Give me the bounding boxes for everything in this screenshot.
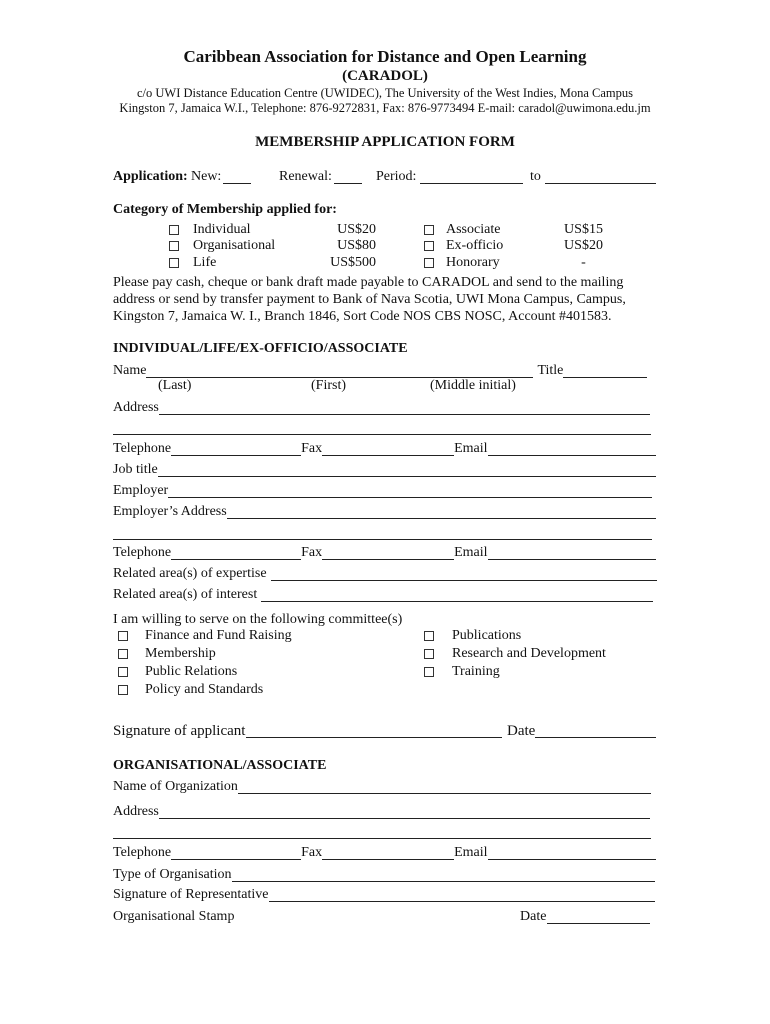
employer-label: Employer [113, 483, 169, 498]
ex-officio-fee: US$20 [564, 238, 603, 253]
committee-row [113, 628, 656, 644]
life-fee: US$500 [330, 255, 376, 270]
public-relations-committee-checkbox[interactable] [118, 667, 128, 677]
new-label: New: [191, 169, 222, 184]
applicant-date-field[interactable] [535, 722, 656, 738]
period-to-label: to [530, 169, 541, 184]
finance-committee-checkbox[interactable] [118, 631, 128, 641]
associate-checkbox[interactable] [424, 225, 434, 235]
honorary-checkbox[interactable] [424, 258, 434, 268]
individual-fee: US$20 [337, 222, 376, 237]
applicant-signature-label: Signature of applicant [113, 723, 246, 739]
stamp-row [113, 909, 656, 925]
telephone-field[interactable] [171, 441, 301, 456]
organization-telephone-field[interactable] [171, 845, 301, 860]
membership-committee-label: Membership [145, 646, 216, 661]
organization-address-continuation-row [113, 824, 651, 840]
name-parts-row [113, 378, 656, 394]
organization-fax-field[interactable] [322, 845, 454, 860]
name-label: Name [113, 363, 147, 378]
organization-name-label: Name of Organization [113, 779, 238, 794]
application-label: Application: [113, 169, 188, 184]
expertise-label: Related area(s) of expertise [113, 566, 267, 581]
address-line-1: c/o UWI Distance Education Centre (UWIDEC), The University of the West Indies, Mona Campus [137, 86, 633, 100]
organisational-date-label: Date [520, 909, 547, 924]
organisational-stamp-label: Organisational Stamp [113, 909, 235, 924]
life-option-label: Life [193, 255, 217, 270]
interest-label: Related area(s) of interest [113, 587, 258, 602]
payment-note-line: address or send by transfer payment to Bank of Nava Scotia, UWI Mona Campus, Campus, [113, 292, 626, 307]
email-field[interactable] [488, 441, 656, 456]
ex-officio-option-label: Ex-officio [446, 238, 504, 253]
category-row [113, 255, 656, 271]
applicant-signature-field[interactable] [246, 722, 502, 738]
email-label: Email [454, 845, 488, 860]
address-line-2-field[interactable] [113, 420, 651, 435]
organization-address-field[interactable] [159, 804, 650, 819]
employer-address-row [113, 504, 656, 520]
publications-committee-checkbox[interactable] [424, 631, 434, 641]
honorary-option-label: Honorary [446, 255, 500, 270]
interest-field[interactable] [261, 587, 653, 602]
organization-address-label: Address [113, 804, 159, 819]
honorary-fee: - [581, 255, 586, 270]
fax-label: Fax [301, 845, 323, 860]
organization-contact-row [113, 845, 656, 861]
telephone-label: Telephone [113, 845, 172, 860]
policy-committee-checkbox[interactable] [118, 685, 128, 695]
organization-address-row [113, 804, 650, 820]
employer-email-field[interactable] [488, 545, 656, 560]
organisational-fee: US$80 [337, 238, 376, 253]
telephone-label: Telephone [113, 441, 172, 456]
employer-field[interactable] [168, 483, 652, 498]
address-label: Address [113, 400, 159, 415]
organisational-checkbox[interactable] [169, 241, 179, 251]
title-label: Title [537, 363, 564, 378]
research-committee-label: Research and Development [452, 646, 606, 661]
name-row [113, 363, 647, 379]
training-committee-label: Training [452, 664, 500, 679]
renewal-field[interactable] [334, 169, 362, 184]
expertise-row [113, 566, 657, 582]
job-title-row [113, 462, 656, 478]
category-row [113, 222, 656, 238]
period-start-field[interactable] [420, 169, 523, 184]
organisational-date-field[interactable] [547, 909, 650, 924]
applicant-date-label: Date [507, 723, 536, 739]
form-title: MEMBERSHIP APPLICATION FORM [255, 134, 515, 150]
category-heading: Category of Membership applied for: [113, 202, 337, 217]
fax-label: Fax [301, 441, 323, 456]
associate-fee: US$15 [564, 222, 603, 237]
organization-address-line-2-field[interactable] [113, 824, 651, 839]
interest-row [113, 587, 653, 603]
individual-option-label: Individual [193, 222, 251, 237]
expertise-field[interactable] [271, 566, 657, 581]
employer-address-label: Employer’s Address [113, 504, 227, 519]
employer-address-continuation-row [113, 525, 652, 541]
public-relations-committee-label: Public Relations [145, 664, 238, 679]
membership-committee-checkbox[interactable] [118, 649, 128, 659]
contact-row [113, 441, 656, 457]
organization-email-field[interactable] [488, 845, 656, 860]
email-label: Email [454, 441, 488, 456]
last-name-hint: (Last) [158, 378, 192, 393]
committee-row [113, 646, 656, 662]
employer-fax-field[interactable] [322, 545, 454, 560]
individual-checkbox[interactable] [169, 225, 179, 235]
organization-type-row [113, 867, 655, 883]
middle-initial-hint: (Middle initial) [430, 378, 516, 393]
organization-type-label: Type of Organisation [113, 867, 232, 882]
job-title-label: Job title [113, 462, 158, 477]
organisational-option-label: Organisational [193, 238, 276, 253]
payment-note-line: Please pay cash, cheque or bank draft made payable to CARADOL and send to the mailing [113, 275, 624, 290]
employer-telephone-field[interactable] [171, 545, 301, 560]
fax-field[interactable] [322, 441, 454, 456]
organization-acronym: (CARADOL) [342, 68, 428, 84]
address-continuation-row [113, 420, 651, 436]
first-name-hint: (First) [311, 378, 346, 393]
name-field[interactable] [146, 363, 533, 378]
organization-name-field[interactable] [238, 779, 651, 794]
employer-address-line-2-field[interactable] [113, 525, 652, 540]
employer-contact-row [113, 545, 656, 561]
application-type-row [113, 169, 656, 185]
organization-type-field[interactable] [232, 867, 655, 882]
training-committee-checkbox[interactable] [424, 667, 434, 677]
address-line-2: Kingston 7, Jamaica W.I., Telephone: 876-9272831, Fax: 876-9773494 E-mail: caradol@uwimona.edu.jm [119, 101, 651, 115]
committee-row [113, 664, 656, 680]
address-row [113, 400, 650, 416]
employer-address-field[interactable] [227, 504, 656, 519]
research-committee-checkbox[interactable] [424, 649, 434, 659]
telephone-label: Telephone [113, 545, 172, 560]
committees-intro: I am willing to serve on the following committee(s) [113, 612, 403, 627]
finance-committee-label: Finance and Fund Raising [145, 628, 292, 643]
ex-officio-checkbox[interactable] [424, 241, 434, 251]
email-label: Email [454, 545, 488, 560]
period-end-field[interactable] [545, 169, 656, 184]
category-row [113, 238, 656, 254]
representative-signature-row [113, 887, 655, 903]
new-application-field[interactable] [223, 169, 251, 184]
address-field[interactable] [159, 400, 650, 415]
fax-label: Fax [301, 545, 323, 560]
job-title-field[interactable] [158, 462, 656, 477]
representative-signature-label: Signature of Representative [113, 887, 269, 902]
organisational-section-heading: ORGANISATIONAL/ASSOCIATE [113, 758, 327, 773]
life-checkbox[interactable] [169, 258, 179, 268]
associate-option-label: Associate [446, 222, 501, 237]
representative-signature-field[interactable] [269, 887, 655, 902]
publications-committee-label: Publications [452, 628, 522, 643]
period-label: Period: [376, 169, 417, 184]
title-field[interactable] [563, 363, 647, 378]
organization-name-row [113, 779, 651, 795]
payment-note-line: Kingston 7, Jamaica W. I., Branch 1846, Sort Code NOS CBS NOSC, Account #401583. [113, 309, 612, 324]
committee-row [113, 682, 656, 698]
organization-title: Caribbean Association for Distance and Open Learning [183, 47, 587, 66]
applicant-signature-row [113, 722, 656, 740]
policy-committee-label: Policy and Standards [145, 682, 264, 697]
employer-row [113, 483, 652, 499]
renewal-label: Renewal: [279, 169, 332, 184]
individual-section-heading: INDIVIDUAL/LIFE/EX-OFFICIO/ASSOCIATE [113, 341, 408, 356]
